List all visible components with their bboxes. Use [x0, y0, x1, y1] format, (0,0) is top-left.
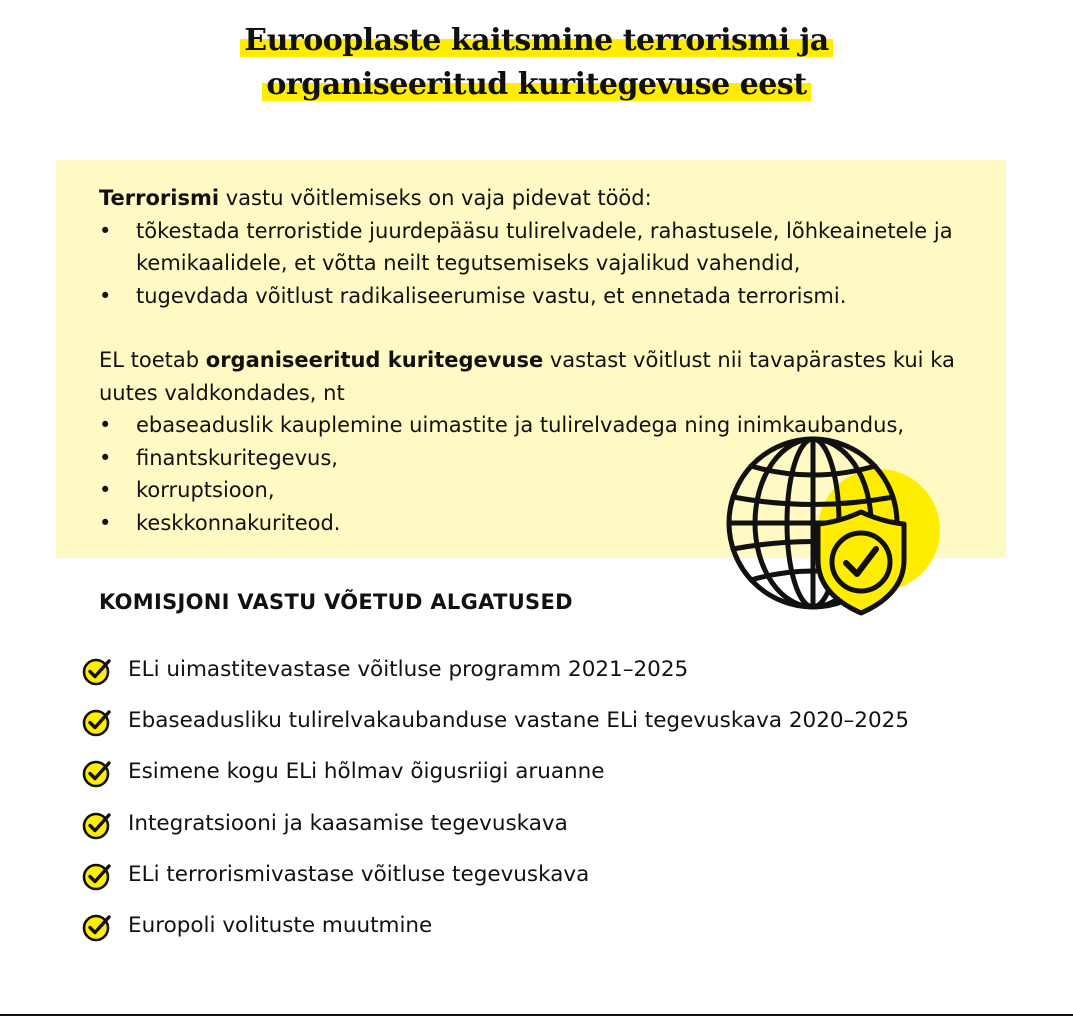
crime-intro-start: EL toetab — [99, 348, 206, 372]
check-circle-icon — [80, 706, 112, 738]
bullet-icon: • — [99, 413, 112, 437]
terrorism-keyword: Terrorismi — [99, 186, 220, 210]
page-title — [0, 22, 1073, 104]
initiative-label: ELi terrorismivastase võitluse tegevuskava — [128, 861, 590, 887]
crime-intro-rest: vastast võitlust nii tavapärastes kui ka uutes valdkondades, nt — [99, 348, 955, 405]
bullet-icon: • — [99, 445, 112, 470]
list-item-text: tugevdada võitlust radikaliseerumise vastu, et ennetada terrorismi. — [136, 283, 847, 308]
list-item-text: finantskuritegevus, — [136, 445, 338, 470]
list-item — [80, 806, 909, 857]
initiative-label: Ebaseadusliku tulirelvakaubanduse vastane ELi tegevuskava 2020–2025 — [128, 708, 910, 734]
bullet-icon: • — [99, 218, 112, 243]
list-item — [80, 652, 909, 703]
check-circle-icon — [80, 655, 112, 687]
terrorism-list — [99, 215, 979, 313]
initiative-label: Integratsiooni ja kaasamise tegevuskava — [128, 810, 568, 836]
title-line-1: Eurooplaste kaitsmine terrorismi ja — [240, 22, 832, 60]
list-item-text: keskkonnakuriteod. — [136, 510, 341, 535]
initiative-label: ELi uimastitevastase võitluse programm 2021–2025 — [128, 657, 689, 682]
list-item-text: korruptsioon, — [136, 478, 275, 502]
bullet-icon: • — [99, 283, 112, 308]
terrorism-intro — [99, 182, 979, 215]
bullet-icon: • — [99, 478, 112, 502]
title-line-2: organiseeritud kuritegevuse eest — [262, 66, 810, 104]
crime-intro — [99, 344, 979, 409]
bullet-icon: • — [99, 510, 112, 535]
bottom-divider — [0, 1014, 1073, 1016]
list-item — [80, 908, 909, 959]
initiative-label: Europoli volituste muutmine — [128, 912, 433, 938]
terrorism-intro-rest: vastu võitlemiseks on vaja pidevat tööd: — [219, 186, 652, 210]
check-circle-icon — [80, 809, 112, 841]
initiatives-list — [80, 652, 909, 959]
list-item-text: ebaseaduslik kauplemine uimastite ja tulirelvadega ning inimkaubandus, — [136, 413, 905, 437]
list-item — [99, 280, 979, 313]
crime-keyword: organiseeritud kuritegevuse — [205, 348, 544, 372]
globe-shield-icon — [718, 432, 948, 622]
initiative-label: Esimene kogu ELi hõlmav õigusriigi aruanne — [128, 759, 605, 785]
check-circle-icon — [80, 860, 112, 892]
list-item — [80, 703, 909, 754]
list-item-text: tõkestada terroristide juurdepääsu tulirelvadele, rahastusele, lõhkeainetele ja kemikaalidele, et võtta neilt tegutsemiseks vajalikud vahendid, — [136, 218, 953, 275]
list-item — [99, 215, 979, 280]
initiatives-heading: KOMISJONI VASTU VÕETUD ALGATUSED — [99, 590, 573, 614]
list-item — [80, 857, 909, 908]
list-item — [80, 754, 909, 805]
check-circle-icon — [80, 757, 112, 789]
check-circle-icon — [80, 911, 112, 943]
